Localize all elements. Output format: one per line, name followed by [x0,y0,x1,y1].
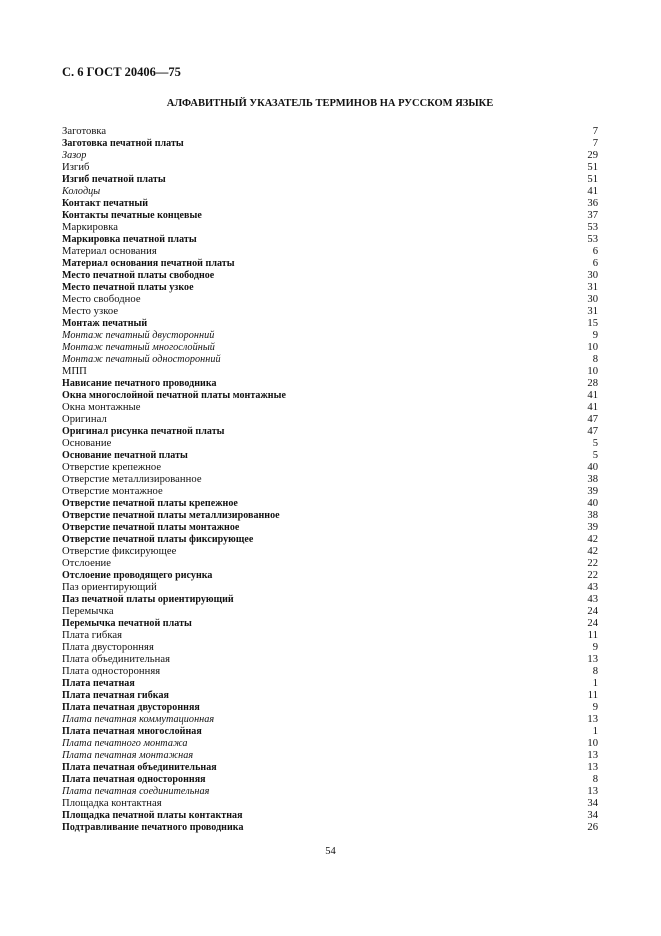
entry-page-ref: 10 [587,342,598,353]
index-entry [62,222,598,234]
entry-term: Место печатной платы свободное [62,270,215,281]
entry-term: Маркировка печатной платы [62,234,197,245]
entry-term: Нависание печатного проводника [62,378,217,389]
entry-page-ref: 31 [587,282,598,293]
index-entry [62,330,598,342]
index-entry [62,414,598,426]
entry-term: Заготовка печатной платы [62,138,184,149]
entry-page-ref: 37 [587,210,598,221]
entry-term: Отслоение [62,558,112,569]
entry-term: Оригинал [62,414,107,425]
entry-term: Плата объединительная [62,654,171,665]
entry-page-ref: 9 [592,642,598,653]
entry-page-ref: 22 [587,570,598,581]
entry-page-ref: 40 [587,462,598,473]
index-entry [62,402,598,414]
index-entry [62,738,598,750]
index-entry [62,582,598,594]
entry-page-ref: 53 [587,234,598,245]
index-entry [62,630,598,642]
entry-term: Плата двусторонняя [62,642,154,653]
entry-term: Плата печатная монтажная [62,750,194,761]
entry-page-ref: 30 [587,294,598,305]
entry-page-ref: 13 [587,762,598,773]
entry-page-ref: 13 [587,654,598,665]
entry-page-ref: 42 [587,546,598,557]
entry-page-ref: 43 [587,594,598,605]
entry-page-ref: 42 [587,534,598,545]
index-entry [62,618,598,630]
entry-page-ref: 7 [592,138,598,149]
index-entry [62,678,598,690]
entry-term: Материал основания [62,246,157,257]
index-entry [62,534,598,546]
entry-page-ref: 51 [587,162,598,173]
entry-page-ref: 8 [592,666,598,677]
index-entry [62,270,598,282]
entry-page-ref: 8 [592,354,598,365]
entry-term: Контакт печатный [62,198,149,209]
index-entry [62,666,598,678]
entry-page-ref: 53 [587,222,598,233]
entry-term: Плата печатного монтажа [62,738,188,749]
index-entry [62,246,598,258]
index-entry [62,654,598,666]
entry-page-ref: 31 [587,306,598,317]
entry-page-ref: 24 [587,618,598,629]
entry-term: Плата печатная коммутационная [62,714,215,725]
entry-page-ref: 30 [587,270,598,281]
entry-term: Плата печатная гибкая [62,690,169,701]
index-entry [62,258,598,270]
entry-page-ref: 1 [592,726,598,737]
entry-term: Паз печатной платы ориентирующий [62,594,234,605]
entry-page-ref: 10 [587,738,598,749]
index-entry [62,174,598,186]
entry-page-ref: 38 [587,474,598,485]
index-entry [62,690,598,702]
entry-page-ref: 7 [592,126,598,137]
entry-term: Перемычка печатной платы [62,618,192,629]
index-entry [62,390,598,402]
index-entry [62,822,598,834]
index-entry [62,606,598,618]
entry-term: Колодцы [62,186,101,197]
entry-term: Плата гибкая [62,630,123,641]
index-entry [62,450,598,462]
entry-term: Контакты печатные концевые [62,210,202,221]
entry-page-ref: 9 [592,330,598,341]
entry-term: Основание [62,438,112,449]
entry-term: Отверстие металлизированное [62,474,202,485]
entry-term: Отверстие фиксирующее [62,546,177,557]
entry-term: Монтаж печатный многослойный [62,342,215,353]
index-entry [62,186,598,198]
entry-term: Окна монтажные [62,402,141,413]
entry-page-ref: 41 [587,402,598,413]
index-entry [62,642,598,654]
entry-page-ref: 39 [587,522,598,533]
index-entry [62,726,598,738]
index-entry [62,294,598,306]
entry-term: Подтравливание печатного проводника [62,822,244,833]
index-entry [62,378,598,390]
entry-page-ref: 13 [587,750,598,761]
index-entry [62,798,598,810]
entry-page-ref: 22 [587,558,598,569]
entry-term: Монтаж печатный [62,318,148,329]
index-entry [62,594,598,606]
index-entry [62,810,598,822]
index-entry [62,342,598,354]
index-entry [62,774,598,786]
entry-term: Плата односторонняя [62,666,161,677]
entry-term: Оригинал рисунка печатной платы [62,426,225,437]
entry-page-ref: 6 [592,246,598,257]
index-entry [62,474,598,486]
index-entry [62,210,598,222]
entry-page-ref: 13 [587,786,598,797]
index-entry [62,282,598,294]
entry-term: Плата печатная многослойная [62,726,202,737]
entry-term: Отверстие печатной платы металлизированное [62,510,280,521]
index-entry [62,522,598,534]
page-number: 54 [325,846,336,857]
entry-term: Отверстие печатной платы монтажное [62,522,240,533]
entry-term: Зазор [62,150,87,161]
entry-term: Место узкое [62,306,119,317]
index-entry [62,150,598,162]
entry-page-ref: 8 [592,774,598,785]
entry-term: Отверстие печатной платы крепежное [62,498,238,509]
entry-page-ref: 11 [587,690,598,701]
entry-term: Паз ориентирующий [62,582,157,593]
entry-term: Плата печатная [62,678,135,689]
index-entry [62,162,598,174]
entry-page-ref: 29 [587,150,598,161]
entry-page-ref: 40 [587,498,598,509]
entry-page-ref: 24 [587,606,598,617]
entry-page-ref: 36 [587,198,598,209]
entry-page-ref: 47 [587,426,598,437]
entry-page-ref: 5 [592,450,598,461]
index-entry [62,234,598,246]
entry-term: Площадка контактная [62,798,162,809]
index-entry [62,138,598,150]
entry-page-ref: 26 [587,822,598,833]
entry-page-ref: 5 [592,438,598,449]
entry-page-ref: 47 [587,414,598,425]
entry-term: Маркировка [62,222,119,233]
index-entry [62,510,598,522]
entry-page-ref: 34 [587,798,598,809]
entry-page-ref: 10 [587,366,598,377]
entry-term: Заготовка [62,126,107,137]
entry-term: МПП [62,366,87,377]
entry-term: Материал основания печатной платы [62,258,235,269]
entry-term: Отверстие крепежное [62,462,162,473]
index-entry [62,354,598,366]
entry-page-ref: 34 [587,810,598,821]
page-header: С. 6 ГОСТ 20406—75 [62,65,181,79]
index-entry [62,762,598,774]
index-entry [62,498,598,510]
entry-term: Окна многослойной печатной платы монтажные [62,390,286,401]
entry-page-ref: 51 [587,174,598,185]
index-entry [62,786,598,798]
entry-term: Перемычка [62,606,114,617]
index-entry [62,126,598,138]
entry-page-ref: 39 [587,486,598,497]
entry-term: Плата печатная двусторонняя [62,702,200,713]
entry-page-ref: 41 [587,186,598,197]
entry-page-ref: 6 [592,258,598,269]
entry-term: Изгиб [62,162,90,173]
index-entry [62,318,598,330]
entry-page-ref: 11 [587,630,598,641]
entry-term: Плата печатная односторонняя [62,774,206,785]
index-title: АЛФАВИТНЫЙ УКАЗАТЕЛЬ ТЕРМИНОВ НА РУССКОМ ЯЗЫКЕ [166,98,494,109]
entry-page-ref: 1 [592,678,598,689]
entry-term: Место свободное [62,294,141,305]
index-entry [62,570,598,582]
entry-page-ref: 41 [587,390,598,401]
index-entry [62,426,598,438]
entry-page-ref: 13 [587,714,598,725]
index-entry [62,486,598,498]
index-entry [62,546,598,558]
entry-term: Место печатной платы узкое [62,282,194,293]
entry-page-ref: 38 [587,510,598,521]
index-entry [62,306,598,318]
entry-term: Отслоение проводящего рисунка [62,570,213,581]
index-entry [62,702,598,714]
entry-term: Отверстие монтажное [62,486,163,497]
index-entry [62,714,598,726]
entry-term: Монтаж печатный односторонний [62,354,221,365]
entry-page-ref: 28 [587,378,598,389]
entry-term: Изгиб печатной платы [62,174,166,185]
entry-page-ref: 15 [587,318,598,329]
entry-term: Отверстие печатной платы фиксирующее [62,534,254,545]
entry-term: Площадка печатной платы контактная [62,810,243,821]
entry-page-ref: 9 [592,702,598,713]
index-entry [62,366,598,378]
index-entry [62,750,598,762]
term-index-list [62,126,598,834]
entry-page-ref: 43 [587,582,598,593]
index-entry [62,198,598,210]
index-entry [62,438,598,450]
entry-term: Монтаж печатный двусторонний [62,330,215,341]
entry-term: Основание печатной платы [62,450,188,461]
index-entry [62,558,598,570]
entry-term: Плата печатная объединительная [62,762,217,773]
entry-term: Плата печатная соединительная [62,786,210,797]
index-entry [62,462,598,474]
